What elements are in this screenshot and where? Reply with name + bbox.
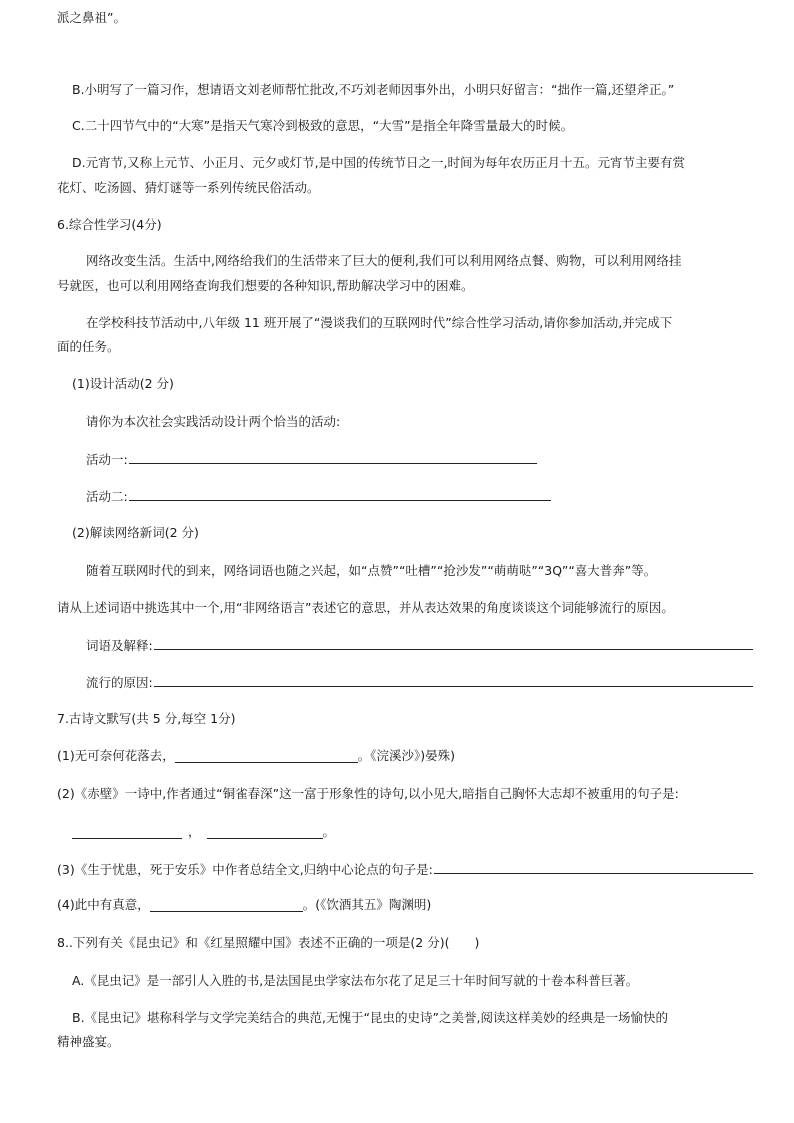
q6-task-line-2: 面的任务。 xyxy=(57,339,120,354)
q6-task-line-1: 在学校科技节活动中,八年级 11 班开展了“漫谈我们的互联网时代”综合性学习活动,请你参加活动,并完成下 xyxy=(86,315,673,330)
q7-item-2: (2)《赤壁》一诗中,作者通过“铜雀春深”这一富于形象性的诗句,以小见大,暗指自己胸怀大志却不被重用的句子是: xyxy=(57,786,679,801)
q7-item-4-answer-blank[interactable] xyxy=(150,897,303,912)
q6-part-1-heading: (1)设计活动(2 分) xyxy=(72,376,174,391)
word-explanation-label: 词语及解释: xyxy=(86,638,153,653)
activity-2-row xyxy=(86,486,551,507)
q7-item-1-answer-blank[interactable] xyxy=(175,748,358,763)
activity-1-label: 活动一: xyxy=(86,452,128,467)
question-6-heading: 6.综合性学习(4分) xyxy=(57,217,162,232)
option-b: B.小明写了一篇习作，想请语文刘老师帮忙批改,不巧刘老师因事外出，小明只好留言：“拙作一篇,还望斧正。” xyxy=(72,82,675,97)
popular-reason-answer-blank[interactable] xyxy=(154,672,753,687)
q8-option-a: A.《昆虫记》是一部引人入胜的书,是法国昆虫学家法布尔花了足足三十年时间写就的十卷本科普巨著。 xyxy=(72,973,639,988)
q7-item-1: (1)无可奈何花落去， 。《浣溪沙》)晏殊) xyxy=(57,748,455,763)
question-7-heading: 7.古诗文默写(共 5 分,每空 1分) xyxy=(57,711,236,726)
option-a-continued: 派之鼻祖”。 xyxy=(57,10,126,25)
q6-part-2-text-2: 请从上述词语中挑选其中一个,用“非网络语言”表述它的意思，并从表达效果的角度谈谈这个词能够流行的原因。 xyxy=(57,600,674,615)
activity-2-label: 活动二: xyxy=(86,489,128,504)
q6-part-2-text-1: 随着互联网时代的到来，网络词语也随之兴起，如“点赞”“吐槽”“抢沙发”“萌萌哒”“3Q”“喜大普奔”等。 xyxy=(86,563,657,578)
q6-part-1-prompt: 请你为本次社会实践活动设计两个恰当的活动: xyxy=(86,414,341,429)
q6-intro-line-1: 网络改变生活。生活中,网络给我们的生活带来了巨大的便利,我们可以利用网络点餐、购物，可以利用网络挂 xyxy=(86,253,682,268)
q8-option-b-line-1: B.《昆虫记》堪称科学与文学完美结合的典范,无愧于“昆虫的史诗”之美誉,阅读这样美妙的经典是一场愉快的 xyxy=(72,1010,668,1025)
option-c: C.二十四节气中的“大寒”是指天气寒冷到极致的意思，“大雪”是指全年降雪量最大的时候。 xyxy=(72,118,574,133)
word-explanation-row xyxy=(86,635,753,656)
option-d-line-1: D.元宵节,又称上元节、小正月、元夕或灯节,是中国的传统节日之一,时间为每年农历正月十五。元宵节主要有赏 xyxy=(72,155,686,170)
q6-part-2-heading: (2)解读网络新词(2 分) xyxy=(72,525,199,540)
q7-item-2-answers: ， 。 xyxy=(72,822,335,842)
q7-item-3-answer-blank[interactable] xyxy=(434,859,753,874)
question-8-heading: 8..下列有关《昆虫记》和《红星照耀中国》表述不正确的一项是(2 分)( ) xyxy=(57,935,480,950)
activity-2-answer-blank[interactable] xyxy=(129,486,551,501)
q8-option-b-line-2: 精神盛宴。 xyxy=(57,1034,120,1049)
q7-item-2-answer-blank-2[interactable] xyxy=(207,824,323,839)
q6-intro-line-2: 号就医，也可以利用网络查询我们想要的各种知识,帮助解决学习中的困难。 xyxy=(57,278,474,293)
option-d-line-2: 花灯、吃汤圆、猜灯谜等一系列传统民俗活动。 xyxy=(57,180,320,195)
q7-item-3: (3)《生于忧患，死于安乐》中作者总结全文,归纳中心论点的句子是: xyxy=(57,859,753,880)
activity-1-row xyxy=(86,449,537,470)
q7-item-2-answer-blank-1[interactable] xyxy=(72,824,182,839)
q7-item-4: (4)此中有真意， 。(《饮酒其五》陶渊明) xyxy=(57,897,432,912)
popular-reason-label: 流行的原因: xyxy=(86,675,153,690)
activity-1-answer-blank[interactable] xyxy=(129,449,537,464)
word-explanation-answer-blank[interactable] xyxy=(154,635,753,650)
popular-reason-row xyxy=(86,672,753,693)
